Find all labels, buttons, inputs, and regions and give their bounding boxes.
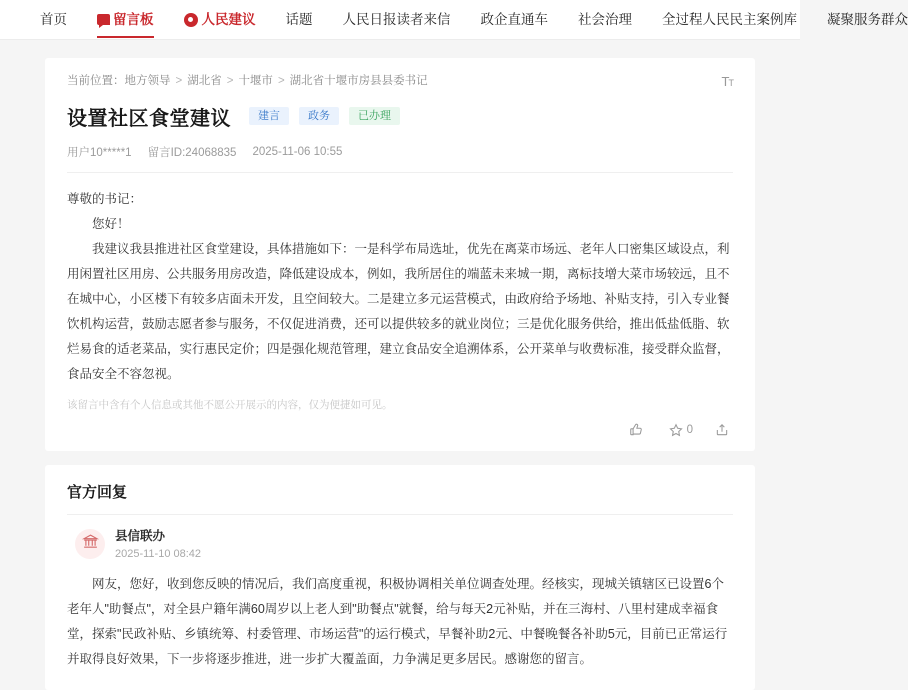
nav-item-label: 全过程人民民主案例库 xyxy=(662,11,797,27)
message-board-icon xyxy=(97,14,110,25)
thumbs-up-icon xyxy=(629,423,643,437)
nav-item-reader-letters[interactable] xyxy=(343,13,451,27)
suggestion-seal-icon xyxy=(184,13,198,27)
nav-item-social-governance[interactable] xyxy=(578,13,632,27)
font-size-small-label: T xyxy=(728,78,733,88)
breadcrumb xyxy=(67,76,733,88)
replier-info xyxy=(115,529,201,560)
nav-item-label: 留言板 xyxy=(113,11,154,27)
post-message-id: 留言ID:24068835 xyxy=(147,146,237,159)
nav-item-peoples-suggestions[interactable] xyxy=(184,13,256,27)
nav-item-label: 首页 xyxy=(40,11,67,27)
official-reply-body xyxy=(67,572,733,672)
replier-time: 2025-11-10 08:42 xyxy=(115,548,202,561)
official-reply-card xyxy=(45,465,755,690)
title-row xyxy=(67,102,733,131)
post-author: 用户10*****1 xyxy=(67,146,132,159)
post-salutation: 尊敬的书记： xyxy=(67,191,143,206)
breadcrumb-separator: > xyxy=(226,75,234,87)
breadcrumb-item-hubei[interactable]: 湖北省 xyxy=(187,75,222,87)
nav-item-label: 政企直通车 xyxy=(480,11,548,27)
replier-row xyxy=(67,529,733,560)
nav-item-label: 话题 xyxy=(285,11,313,27)
top-navigation-bar xyxy=(0,0,908,40)
nav-item-gov-enterprise[interactable] xyxy=(481,13,549,27)
post-content xyxy=(67,187,733,387)
post-body: 我建议我县推进社区食堂建设，具体措施如下：一是科学布局选址，优先在离菜市场远、老年人口密集区域设点，利用闲置社区用房、公共服务用房改造，降低建设成本，例如，我所居住的端蓝未来城一期，离标技增大菜市场较远，且不在城中心，小区楼下有较多店面未开发，且空间较大。二是建立多元运营模式，由政府给予场地、补贴支持，引入专业餐饮机构运营，鼓励志愿者参与服务，不仅促进消费，还可以提供较多的就业岗位；三是优化服务供给，推出低盐低脂、软烂易食的适老菜品，实行惠民定价；四是强化规范管理，建立食品安全追溯体系，公开菜单与收费标准，接受群众监督，食品安全不容忽视。 xyxy=(67,241,730,381)
post-greeting: 您好！ xyxy=(92,216,130,231)
status-badge-government: 政务 xyxy=(299,107,339,125)
official-reply-heading: 官方回复 xyxy=(67,484,128,502)
nav-item-democracy-cases[interactable] xyxy=(662,13,797,27)
nav-item-label: 社会治理 xyxy=(578,11,632,27)
breadcrumb-item-local-leaders[interactable]: 地方领导 xyxy=(124,75,171,87)
share-button[interactable] xyxy=(715,423,733,437)
post-card xyxy=(45,58,755,451)
post-date: 2025-11-06 10:55 xyxy=(252,145,343,158)
status-badge-suggestion: 建言 xyxy=(249,107,289,125)
breadcrumb-separator: > xyxy=(277,75,285,87)
breadcrumb-item-shiyan[interactable]: 十堰市 xyxy=(238,75,273,87)
breadcrumb-prefix: 当前位置： xyxy=(67,75,125,87)
like-button[interactable] xyxy=(629,423,647,437)
status-badge-handled: 已办理 xyxy=(349,107,400,125)
favorite-count: 0 xyxy=(686,424,693,437)
nav-item-serving-people[interactable] xyxy=(827,13,908,27)
post-actions xyxy=(67,423,733,437)
divider xyxy=(67,172,733,173)
nav-item-label: 人民日报读者来信 xyxy=(342,11,451,27)
share-icon xyxy=(715,423,729,437)
reply-paragraph: 网友，您好，收到您反映的情况后，我们高度重视，积极协调相关单位调查处理。经核实，现城关镇辖区已设置6个老年人"助餐点"，对全县户籍年满60周岁以上老人到"助餐点"就餐，给与每天2元补贴，并在三海村、八里村建成幸福食堂，探索"民政补贴、乡镇统筹、村委管理、市场运营"的运行模式，早餐补助2元、中餐晚餐各补助5元，目前已正常运行并取得良好效果，下一步将逐步推进，进一步扩大覆盖面，力争满足更多居民。感谢您的留言。 xyxy=(67,577,728,667)
nav-item-home[interactable] xyxy=(40,13,67,27)
replier-name: 县信联办 xyxy=(115,529,166,544)
government-building-icon xyxy=(82,533,99,555)
breadcrumb-separator: > xyxy=(175,75,183,87)
nav-item-label: 凝聚服务群众 xyxy=(827,11,908,27)
privacy-notice: 该留言中含有个人信息或其他不愿公开展示的内容，仅为便捷如可见。 xyxy=(67,398,393,411)
font-size-large-label: T xyxy=(721,74,729,89)
page-title: 设置社区食堂建议 xyxy=(67,107,231,130)
star-icon xyxy=(669,423,683,437)
post-meta xyxy=(67,144,733,160)
font-size-toggle[interactable] xyxy=(722,74,733,89)
page-container xyxy=(0,40,800,690)
breadcrumb-item-fangxian-secretary[interactable]: 湖北省十堰市房县县委书记 xyxy=(289,75,428,87)
nav-item-label: 人民建议 xyxy=(201,11,256,27)
favorite-button[interactable] xyxy=(669,423,693,437)
avatar xyxy=(75,529,105,559)
divider xyxy=(67,514,733,515)
nav-item-topics[interactable] xyxy=(286,13,313,27)
nav-item-message-board[interactable] xyxy=(97,13,154,27)
tag-list xyxy=(249,107,400,125)
